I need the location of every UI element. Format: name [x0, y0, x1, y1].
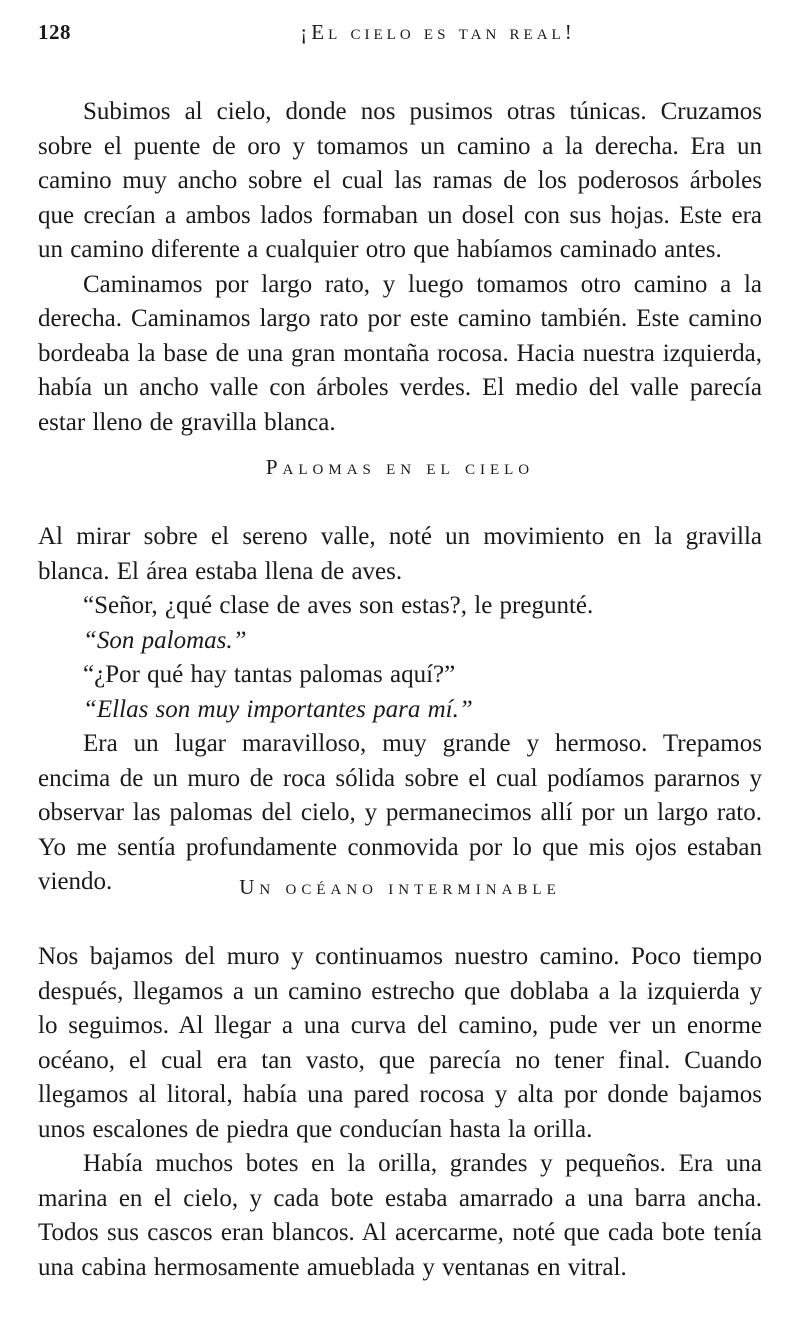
section-heading-palomas: Palomas en el cielo — [265, 455, 535, 479]
running-head: ¡El cielo es tan real! — [300, 20, 576, 44]
paragraph: Había muchos botes en la orilla, grandes y pequeños. Era una marina en el cielo, y cada bote estaba amarrado a una barra ancha. Todos sus cascos eran blancos. Al acercarme, noté que cada bote tenía una cabina hermosamente amueblada y ventanas en vitral. — [38, 1150, 762, 1281]
section-2-body — [38, 520, 762, 900]
section-1-body — [38, 95, 762, 440]
paragraph: Al mirar sobre el sereno valle, noté un movimiento en la gravilla blanca. El área estaba llena de aves. — [38, 523, 762, 585]
section-heading-oceano: Un océano interminable — [239, 875, 561, 899]
dialog-line: “Señor, ¿qué clase de aves son estas?, le pregunté. — [83, 592, 594, 619]
paragraph: Subimos al cielo, donde nos pusimos otras túnicas. Cruzamos sobre el puente de oro y tomamos un camino a la derecha. Era un camino muy ancho sobre el cual las ramas de los poderosos árboles que crecían a ambos lados formaban un dosel con sus hojas. Este era un camino diferente a cualquier otro que habíamos caminado antes. — [38, 98, 762, 263]
dialog-line-italic: “Son palomas.” — [83, 626, 247, 654]
page-number: 128 — [38, 20, 71, 44]
dialog-line-italic: “Ellas son muy importantes para mí.” — [83, 695, 473, 723]
section-3-body — [38, 940, 762, 1285]
page-header — [38, 20, 762, 52]
paragraph: Caminamos por largo rato, y luego tomamos otro camino a la derecha. Caminamos largo rato por este camino también. Este camino bordeaba la base de una gran montaña rocosa. Hacia nuestra izquierda, había un ancho valle con árboles verdes. El medio del valle parecía estar lleno de gravilla blanca. — [38, 270, 762, 436]
paragraph: Era un lugar maravilloso, muy grande y hermoso. Trepamos encima de un muro de roca sólida sobre el cual podíamos pararnos y observar las palomas del cielo, y permanecimos allí por un largo rato. Yo me sentía profundamente conmovida por lo que mis ojos estaban viendo. — [38, 730, 762, 895]
paragraph: Nos bajamos del muro y continuamos nuestro camino. Poco tiempo después, llegamos a un camino estrecho que doblaba a la izquierda y lo seguimos. Al llegar a una curva del camino, pude ver un enorme océano, el cual era tan vasto, que parecía no tener final. Cuando llegamos al litoral, había una pared rocosa y alta por donde bajamos unos escalones de piedra que conducían hasta la orilla. — [38, 943, 762, 1143]
dialog-line: “¿Por qué hay tantas palomas aquí?” — [83, 661, 456, 688]
